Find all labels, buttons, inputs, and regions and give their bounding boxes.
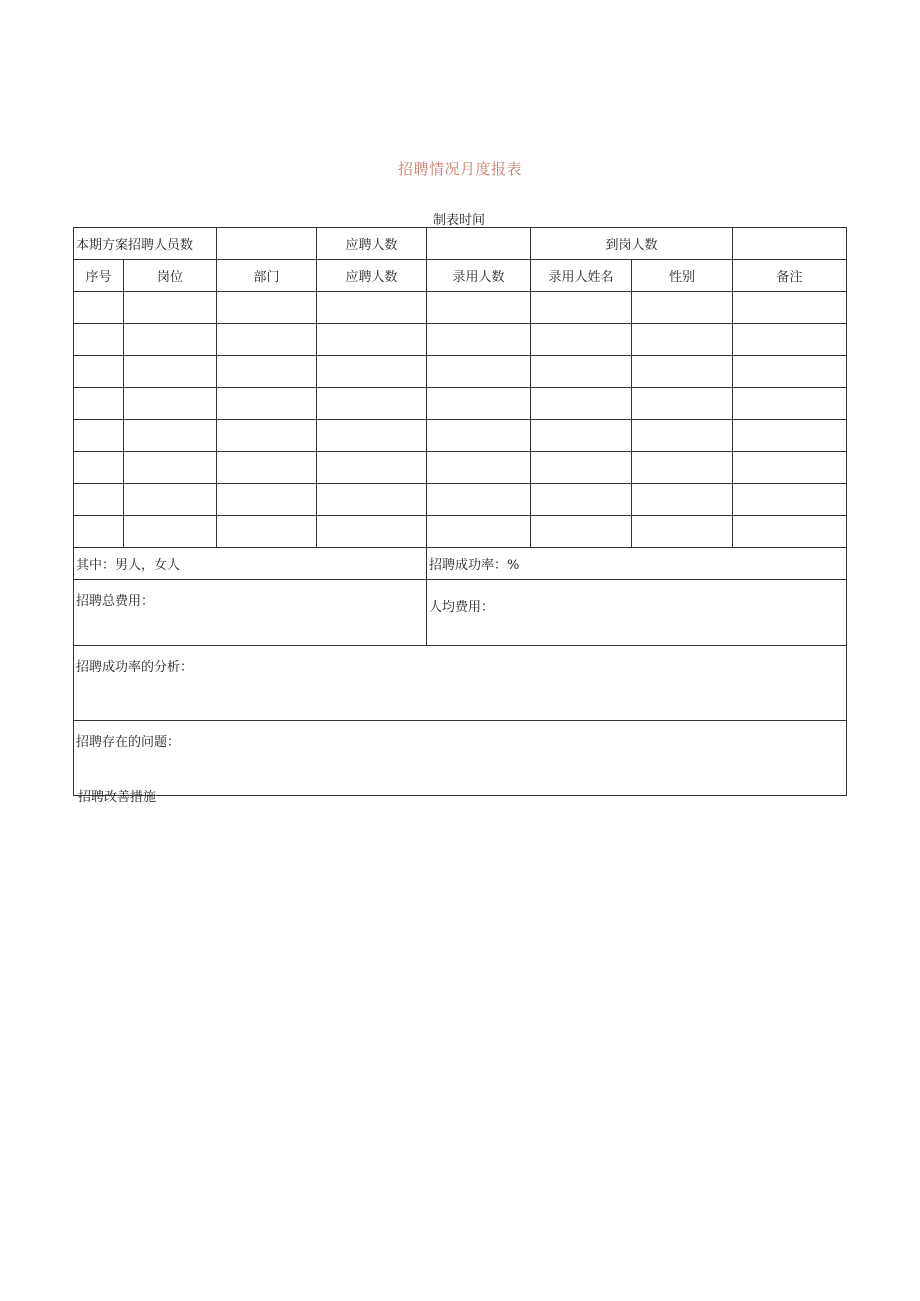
table-cell[interactable] — [733, 516, 847, 548]
table-cell[interactable] — [733, 292, 847, 324]
problems-label: 招聘存在的问题： — [76, 735, 181, 750]
applicants-count-value[interactable] — [427, 228, 531, 260]
table-cell[interactable] — [531, 484, 632, 516]
table-cell[interactable] — [632, 356, 733, 388]
report-title: 招聘情况月度报表 — [397, 160, 522, 178]
table-cell[interactable] — [632, 420, 733, 452]
table-cell[interactable] — [427, 292, 531, 324]
table-cell[interactable] — [124, 324, 217, 356]
table-cell[interactable] — [124, 452, 217, 484]
gender-success-row — [74, 548, 847, 580]
table-cell[interactable] — [74, 484, 124, 516]
table-cell[interactable] — [632, 292, 733, 324]
table-row — [74, 516, 847, 548]
table-cell[interactable] — [124, 292, 217, 324]
table-cell[interactable] — [217, 388, 317, 420]
table-cell[interactable] — [74, 388, 124, 420]
table-row — [74, 388, 847, 420]
table-cell[interactable] — [124, 388, 217, 420]
table-cell[interactable] — [217, 292, 317, 324]
table-cell[interactable] — [124, 356, 217, 388]
table-cell[interactable] — [124, 484, 217, 516]
total-cost-field[interactable]: 招聘总费用： — [74, 580, 427, 646]
table-row — [74, 420, 847, 452]
col-header-index: 序号 — [74, 260, 124, 292]
problems-row — [74, 721, 847, 796]
table-cell[interactable] — [531, 420, 632, 452]
improvement-measures-label: 招聘改善措施 — [78, 790, 157, 805]
table-cell[interactable] — [427, 388, 531, 420]
table-cell[interactable] — [427, 324, 531, 356]
table-cell[interactable] — [217, 420, 317, 452]
table-cell[interactable] — [531, 324, 632, 356]
table-cell[interactable] — [531, 388, 632, 420]
table-row — [74, 324, 847, 356]
table-row — [74, 292, 847, 324]
table-cell[interactable] — [74, 324, 124, 356]
table-cell[interactable] — [217, 516, 317, 548]
applicants-count-label: 应聘人数 — [317, 228, 427, 260]
table-cell[interactable] — [531, 292, 632, 324]
table-cell[interactable] — [733, 388, 847, 420]
table-cell[interactable] — [74, 452, 124, 484]
table-cell[interactable] — [632, 484, 733, 516]
col-header-applicants: 应聘人数 — [317, 260, 427, 292]
col-header-hired-count: 录用人数 — [427, 260, 531, 292]
table-cell[interactable] — [733, 484, 847, 516]
col-header-gender: 性别 — [632, 260, 733, 292]
table-cell[interactable] — [317, 356, 427, 388]
table-row — [74, 356, 847, 388]
success-rate-field[interactable]: 招聘成功率：% — [427, 548, 847, 580]
planned-count-label: 本期方案招聘人员数 — [74, 228, 217, 260]
table-cell[interactable] — [427, 484, 531, 516]
table-cell[interactable] — [632, 388, 733, 420]
table-cell[interactable] — [74, 420, 124, 452]
success-rate-analysis-label: 招聘成功率的分析： — [76, 660, 194, 675]
summary-header-row — [74, 228, 847, 260]
table-cell[interactable] — [74, 516, 124, 548]
col-header-position: 岗位 — [124, 260, 217, 292]
table-cell[interactable] — [427, 516, 531, 548]
table-cell[interactable] — [74, 292, 124, 324]
column-header-row — [74, 260, 847, 292]
table-row — [74, 484, 847, 516]
table-cell[interactable] — [427, 452, 531, 484]
table-cell[interactable] — [124, 420, 217, 452]
table-cell[interactable] — [427, 356, 531, 388]
table-cell[interactable] — [531, 356, 632, 388]
table-cell[interactable] — [217, 452, 317, 484]
table-cell[interactable] — [733, 324, 847, 356]
table-cell[interactable] — [531, 452, 632, 484]
col-header-remarks: 备注 — [733, 260, 847, 292]
col-header-hired-names: 录用人姓名 — [531, 260, 632, 292]
table-cell[interactable] — [427, 420, 531, 452]
table-cell[interactable] — [217, 484, 317, 516]
table-row — [74, 452, 847, 484]
arrived-count-label: 到岗人数 — [531, 228, 733, 260]
analysis-row — [74, 646, 847, 721]
table-cell[interactable] — [217, 356, 317, 388]
table-cell[interactable] — [317, 516, 427, 548]
table-cell[interactable] — [531, 516, 632, 548]
success-rate-analysis-field[interactable] — [74, 646, 847, 721]
table-cell[interactable] — [317, 324, 427, 356]
average-cost-field[interactable]: 人均费用： — [427, 580, 847, 646]
table-cell[interactable] — [317, 452, 427, 484]
table-cell[interactable] — [733, 420, 847, 452]
table-cell[interactable] — [317, 388, 427, 420]
problems-field[interactable] — [74, 721, 847, 796]
table-cell[interactable] — [632, 324, 733, 356]
table-cell[interactable] — [317, 484, 427, 516]
table-cell[interactable] — [632, 452, 733, 484]
table-cell[interactable] — [74, 356, 124, 388]
table-cell[interactable] — [317, 292, 427, 324]
table-cell[interactable] — [632, 516, 733, 548]
table-cell[interactable] — [733, 452, 847, 484]
table-cell[interactable] — [317, 420, 427, 452]
col-header-department: 部门 — [217, 260, 317, 292]
table-cell[interactable] — [124, 516, 217, 548]
cost-row — [74, 580, 847, 646]
gender-breakdown-field[interactable]: 其中：男人，女人 — [74, 548, 427, 580]
arrived-count-value[interactable] — [733, 228, 847, 260]
table-cell[interactable] — [733, 356, 847, 388]
planned-count-value[interactable] — [217, 228, 317, 260]
recruitment-report-table — [73, 227, 847, 796]
made-time-label: 制表时间 — [432, 213, 485, 228]
table-cell[interactable] — [217, 324, 317, 356]
